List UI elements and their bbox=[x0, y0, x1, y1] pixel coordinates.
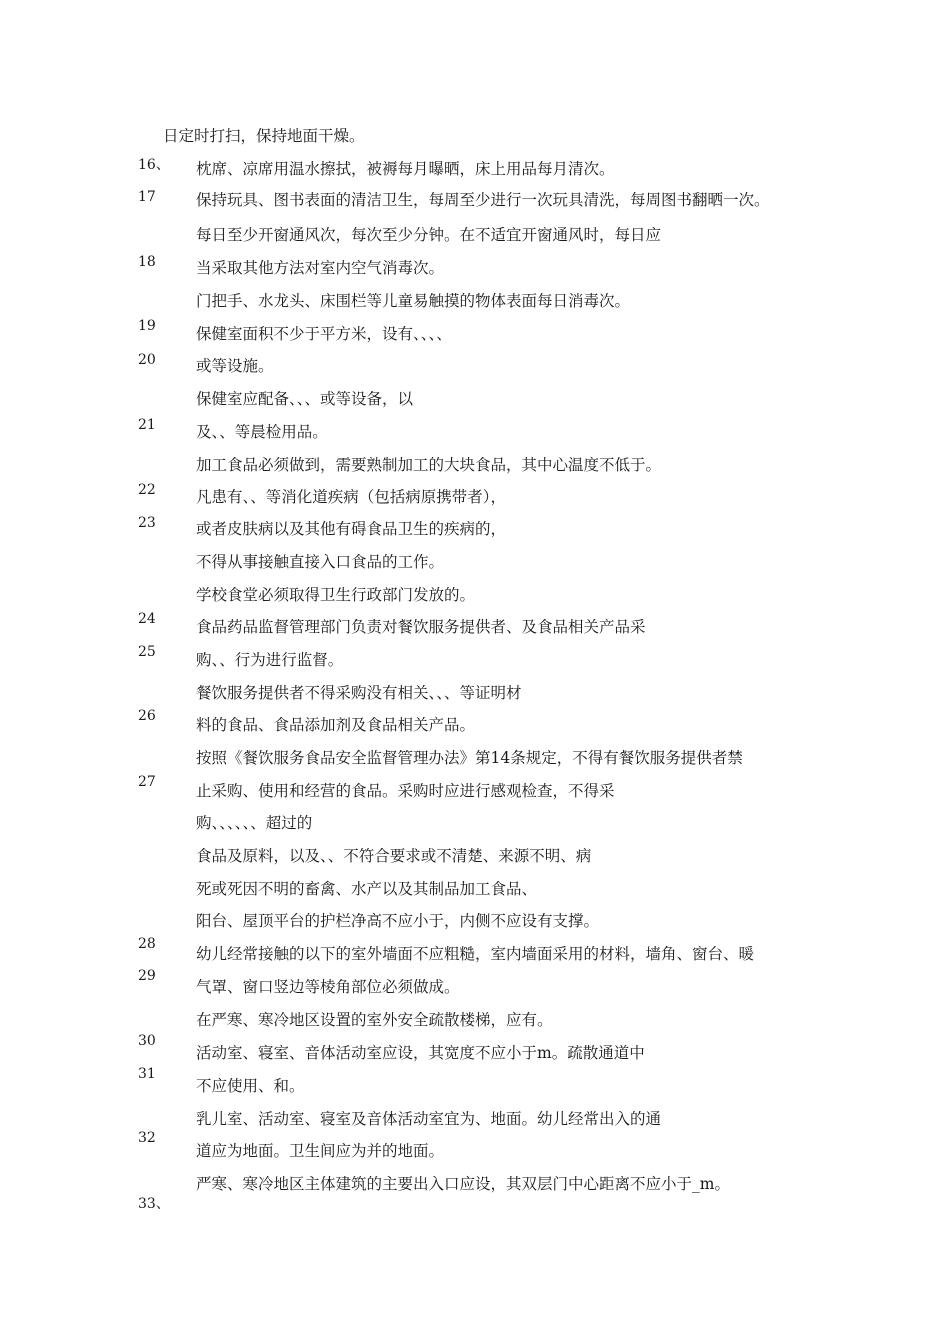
item-number: 19 bbox=[138, 318, 156, 334]
item-number: 32 bbox=[138, 1130, 156, 1146]
text-line: 严寒、寒冷地区主体建筑的主要出入口应设，其双层门中心距离不应小于_m。 bbox=[196, 1175, 730, 1193]
item-number: 30 bbox=[138, 1033, 156, 1049]
item-number: 22 bbox=[138, 482, 156, 498]
item-number: 21 bbox=[138, 417, 156, 433]
item-number: 17 bbox=[138, 189, 156, 205]
text-line: 活动室、寝室、音体活动室应设，其宽度不应小于m。疏散通道中 bbox=[196, 1044, 645, 1062]
item-number: 16、 bbox=[138, 157, 170, 173]
text-line: 保健室应配备、、、或等设备，以 bbox=[196, 390, 414, 408]
text-line: 保持玩具、图书表面的清洁卫生，每周至少进行一次玩具清洗，每周图书翻晒一次。 bbox=[196, 191, 770, 209]
text-line: 料的食品、食品添加剂及食品相关产品。 bbox=[196, 716, 476, 734]
text-line: 或等设施。 bbox=[196, 357, 274, 375]
item-number: 23 bbox=[138, 515, 156, 531]
item-number: 28 bbox=[138, 936, 156, 952]
text-line: 食品药品监督管理部门负责对餐饮服务提供者、及食品相关产品采 bbox=[196, 618, 646, 636]
text-line: 及、、等晨检用品。 bbox=[196, 423, 328, 441]
item-number: 26 bbox=[138, 708, 156, 724]
text-line: 不得从事接触直接入口食品的工作。 bbox=[196, 553, 445, 571]
item-number: 33、 bbox=[138, 1196, 170, 1212]
text-line: 加工食品必须做到，需要熟制加工的大块食品，其中心温度不低于。 bbox=[196, 456, 662, 474]
text-line: 死或死因不明的畜禽、水产以及其制品加工食品、 bbox=[196, 880, 538, 898]
item-number: 24 bbox=[138, 611, 156, 627]
item-number: 20 bbox=[138, 352, 156, 368]
text-line: 购、、、、、、超过的 bbox=[196, 814, 313, 832]
item-number: 18 bbox=[138, 254, 156, 270]
text-line: 每日至少开窗通风次，每次至少分钟。在不适宜开窗通风时，每日应 bbox=[196, 226, 662, 244]
text-line: 阳台、屋顶平台的护栏净高不应小于，内侧不应设有支撑。 bbox=[196, 912, 600, 930]
text-line: 保健室面积不少于平方米，设有、、、、 bbox=[196, 325, 452, 343]
text-line: 乳儿室、活动室、寝室及音体活动室宜为、地面。幼儿经常出入的通 bbox=[196, 1110, 662, 1128]
text-line: 日定时打扫，保持地面干燥。 bbox=[163, 127, 365, 145]
text-line: 止采购、使用和经营的食品。采购时应进行感观检查，不得采 bbox=[196, 782, 615, 800]
text-line: 当采取其他方法对室内空气消毒次。 bbox=[196, 259, 445, 277]
text-line: 购、、行为进行监督。 bbox=[196, 651, 344, 669]
text-line: 按照《餐饮服务食品安全监督管理办法》第14条规定，不得有餐饮服务提供者禁 bbox=[196, 749, 743, 767]
item-number: 31 bbox=[138, 1066, 156, 1082]
text-line: 在严寒、寒冷地区设置的室外安全疏散楼梯，应有。 bbox=[196, 1011, 553, 1029]
item-number: 29 bbox=[138, 968, 156, 984]
text-line: 气罩、窗口竖边等棱角部位必须做成。 bbox=[196, 978, 460, 996]
text-line: 道应为地面。卫生间应为并的地面。 bbox=[196, 1142, 445, 1160]
text-line: 或者皮肤病以及其他有碍食品卫生的疾病的， bbox=[196, 520, 507, 538]
text-line: 幼儿经常接触的以下的室外墙面不应粗糙，室内墙面采用的材料，墙角、窗台、暖 bbox=[196, 945, 755, 963]
item-number: 25 bbox=[138, 644, 156, 660]
text-line: 食品及原料，以及、、不符合要求或不清楚、来源不明、病 bbox=[196, 847, 592, 865]
item-number: 27 bbox=[138, 774, 156, 790]
text-line: 餐饮服务提供者不得采购没有相关、、、等证明材 bbox=[196, 684, 522, 702]
text-line: 学校食堂必须取得卫生行政部门发放的。 bbox=[196, 586, 476, 604]
text-line: 门把手、水龙头、床围栏等儿童易触摸的物体表面每日消毒次。 bbox=[196, 292, 631, 310]
text-line: 凡患有、、等消化道疾病（包括病原携带者）， bbox=[196, 488, 507, 506]
text-line: 枕席、凉席用温水擦拭，被褥每月曝晒，床上用品每月清次。 bbox=[196, 160, 615, 178]
text-line: 不应使用、和。 bbox=[196, 1077, 305, 1095]
